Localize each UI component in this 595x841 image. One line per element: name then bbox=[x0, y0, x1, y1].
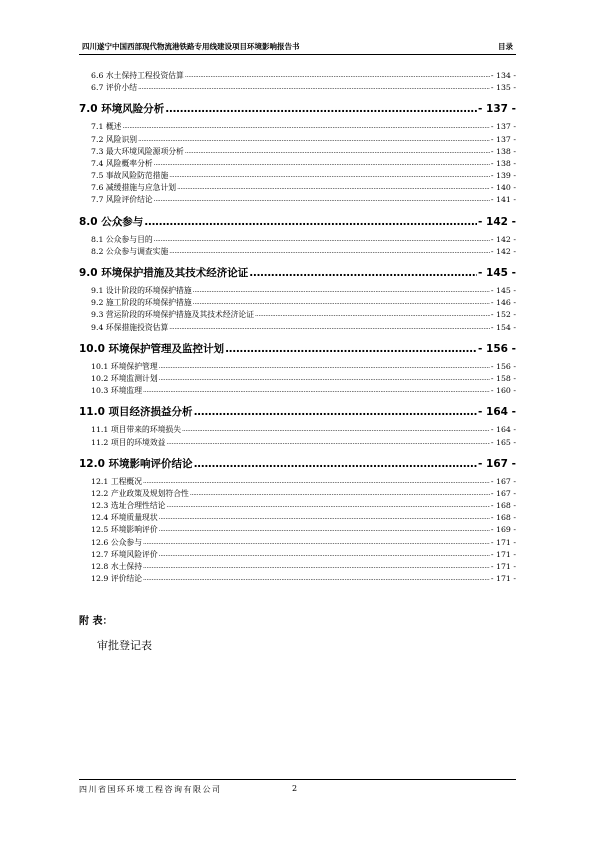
toc-chapter-8[interactable]: 8.0 公众参与 ..... - 142 - bbox=[79, 215, 516, 229]
toc-entry-7-4[interactable]: 7.4 风险概率分析 ..... - 138 - bbox=[79, 158, 516, 170]
toc-chapter-9[interactable]: 9.0 环境保护措施及其技术经济论证 ..... - 145 - bbox=[79, 266, 516, 280]
toc-entry-11-1[interactable]: 11.1 项目带来的环境损失 ..... - 164 - bbox=[79, 424, 516, 436]
toc-entry-8-1[interactable]: 8.1 公众参与目的 ..... - 142 - bbox=[79, 234, 516, 246]
toc-entry-10-2[interactable]: 10.2 环境监测计划 ..... - 158 - bbox=[79, 373, 516, 385]
appendix-item[interactable]: 审批登记表 bbox=[97, 639, 152, 652]
toc-entry-12-5[interactable]: 12.5 环境影响评价 ..... - 169 - bbox=[79, 525, 516, 537]
toc-entry-12-3[interactable]: 12.3 选址合理性结论 ..... - 168 - bbox=[79, 500, 516, 512]
page-number: 2 bbox=[292, 784, 298, 793]
toc-entry-7-7[interactable]: 7.7 风险评价结论 ..... - 141 - bbox=[79, 195, 516, 207]
toc-chapter-10[interactable]: 10.0 环境保护管理及监控计划 ..... - 156 - bbox=[79, 342, 516, 356]
toc-entry-8-2[interactable]: 8.2 公众参与调查实施 ..... - 142 - bbox=[79, 246, 516, 258]
toc-entry-10-3[interactable]: 10.3 环境监理 ..... - 160 - bbox=[79, 385, 516, 397]
document-title: 四川遂宁中国西部现代物流港铁路专用线建设项目环境影响报告书 bbox=[82, 42, 300, 51]
toc-chapter-12[interactable]: 12.0 环境影响评价结论 ..... - 167 - bbox=[79, 457, 516, 471]
toc-entry-12-8[interactable]: 12.8 水土保持 ..... - 171 - bbox=[79, 561, 516, 573]
toc-entry-7-3[interactable]: 7.3 最大环境风险源项分析 ..... - 138 - bbox=[79, 146, 516, 158]
toc-entry-7-6[interactable]: 7.6 减缓措施与应急计划 ..... - 140 - bbox=[79, 182, 516, 194]
toc-entry-9-1[interactable]: 9.1 设计阶段的环境保护措施 ..... - 145 - bbox=[79, 285, 516, 297]
section-label: 目录 bbox=[498, 42, 513, 51]
toc-entry-6-7[interactable]: 6.7 评价小结 ..... - 135 - bbox=[79, 82, 516, 94]
toc-entry-11-2[interactable]: 11.2 项目的环境效益 ..... - 165 - bbox=[79, 437, 516, 449]
page-header bbox=[79, 40, 516, 55]
toc-entry-9-2[interactable]: 9.2 施工阶段的环境保护措施 ..... - 146 - bbox=[79, 297, 516, 309]
company-name: 四川省国环环境工程咨询有限公司 bbox=[79, 785, 222, 794]
toc-entry-7-5[interactable]: 7.5 事故风险防范措施 ..... - 139 - bbox=[79, 170, 516, 182]
toc-entry-9-4[interactable]: 9.4 环保措施投资估算 ..... - 154 - bbox=[79, 322, 516, 334]
toc-entry-12-9[interactable]: 12.9 评价结论 ..... - 171 - bbox=[79, 573, 516, 585]
toc-chapter-11[interactable]: 11.0 项目经济损益分析 ..... - 164 - bbox=[79, 405, 516, 419]
toc-entry-7-1[interactable]: 7.1 概述 ..... - 137 - bbox=[79, 121, 516, 133]
toc-entry-7-2[interactable]: 7.2 风险识别 ..... - 137 - bbox=[79, 134, 516, 146]
toc-entry-12-6[interactable]: 12.6 公众参与 ..... - 171 - bbox=[79, 537, 516, 549]
toc-entry-12-7[interactable]: 12.7 环境风险评价 ..... - 171 - bbox=[79, 549, 516, 561]
toc-entry-6-6[interactable]: 6.6 水土保持工程投资估算 ..... - 134 - bbox=[79, 70, 516, 82]
toc-entry-12-1[interactable]: 12.1 工程概况 ..... - 167 - bbox=[79, 476, 516, 488]
toc-chapter-7[interactable]: 7.0 环境风险分析 ..... - 137 - bbox=[79, 102, 516, 116]
toc-entry-12-4[interactable]: 12.4 环境质量现状 ..... - 168 - bbox=[79, 512, 516, 524]
toc-entry-12-2[interactable]: 12.2 产业政策及规划符合性 ..... - 167 - bbox=[79, 488, 516, 500]
table-of-contents bbox=[79, 70, 516, 585]
appendix-heading: 附 表： bbox=[79, 616, 113, 627]
toc-entry-10-1[interactable]: 10.1 环境保护管理 ..... - 156 - bbox=[79, 361, 516, 373]
toc-entry-9-3[interactable]: 9.3 营运阶段的环境保护措施及其技术经济论证 ..... - 152 - bbox=[79, 309, 516, 321]
page-footer bbox=[79, 779, 516, 794]
